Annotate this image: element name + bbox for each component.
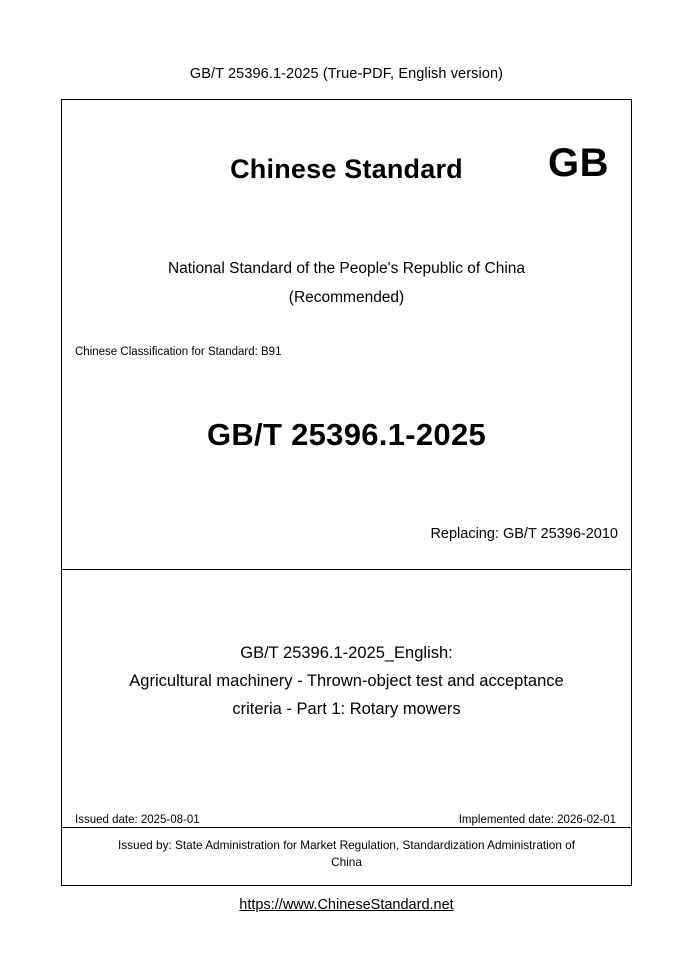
cover-issuer-section (62, 828, 631, 883)
standard-number: GB/T 25396.1-2025 (206, 417, 487, 452)
cover-frame (61, 99, 632, 886)
footer-website-url[interactable]: https://www.ChineseStandard.net (239, 897, 454, 913)
issuer-line-2: China (331, 855, 362, 869)
english-title-line-2: Agricultural machinery - Thrown-object test and acceptance (129, 672, 564, 690)
national-standard-line-1: National Standard of the People's Republic of China (167, 260, 526, 277)
cover-top-section (62, 100, 631, 570)
issuer-line-1: Issued by: State Administration for Market Regulation, Standardization Administration of (117, 838, 576, 852)
document-header-title: GB/T 25396.1-2025 (True-PDF, English version) (189, 66, 504, 82)
english-title-line-3: criteria - Part 1: Rotary mowers (232, 700, 461, 718)
national-standard-line-2: (Recommended) (288, 289, 405, 306)
english-title-line-1: GB/T 25396.1-2025_English: (240, 644, 453, 662)
national-standard-text (62, 254, 631, 312)
english-title (72, 639, 621, 723)
classification-code: Chinese Classification for Standard: B91 (75, 346, 282, 358)
issued-date: Issued date: 2025-08-01 (75, 814, 200, 826)
gb-logo: GB (548, 141, 609, 185)
cover-heading: Chinese Standard (230, 154, 463, 184)
implemented-date: Implemented date: 2026-02-01 (458, 814, 616, 826)
replacing-note: Replacing: GB/T 25396-2010 (430, 526, 618, 542)
issuer-text (74, 837, 619, 871)
cover-title-section (62, 570, 631, 828)
